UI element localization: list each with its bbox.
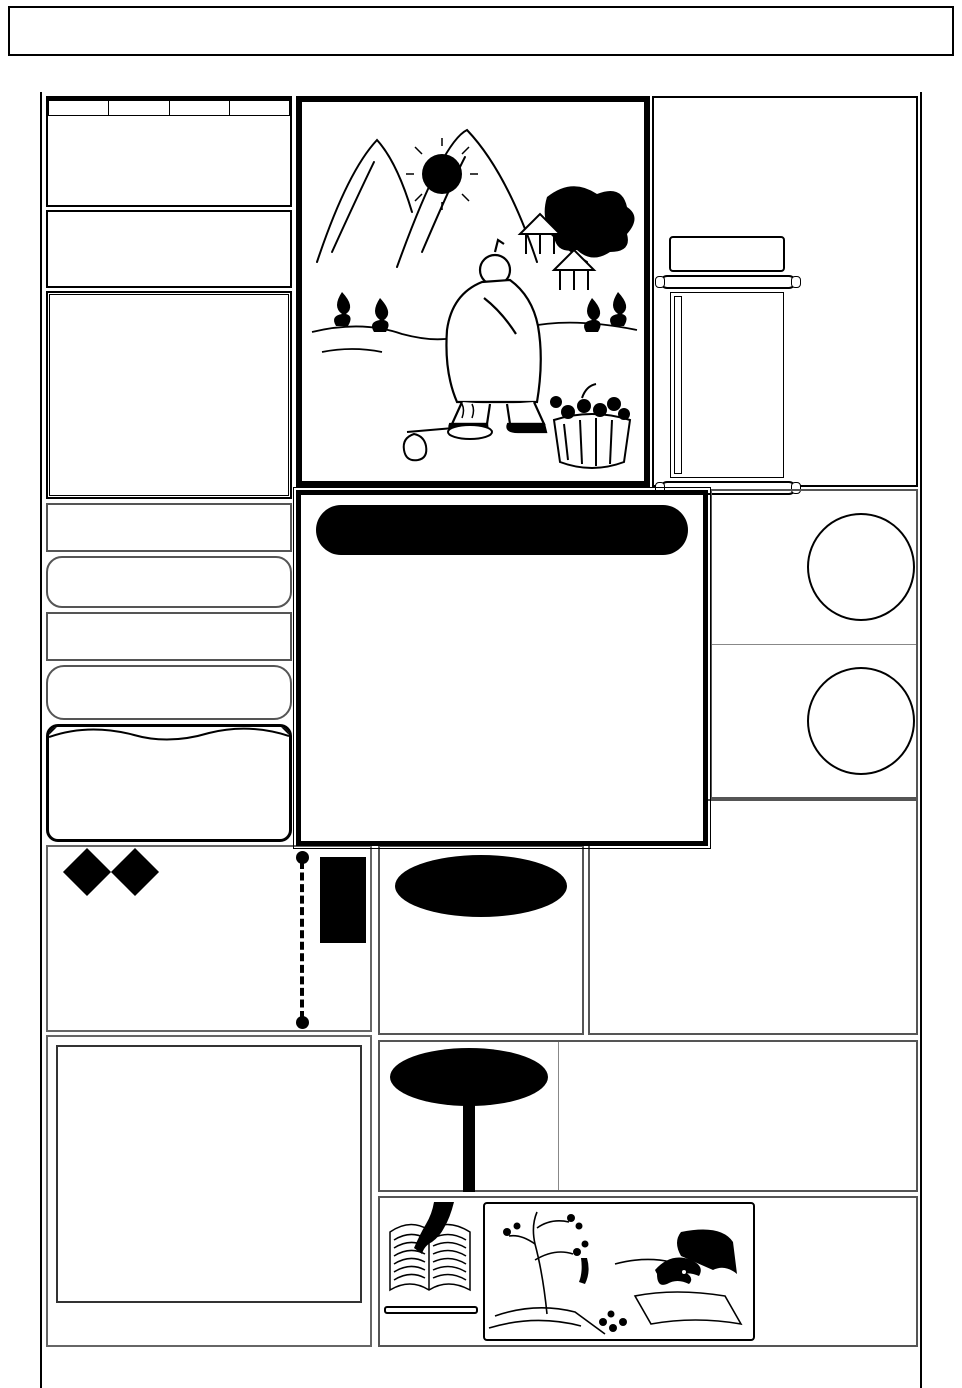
computer-analysis-title: [316, 505, 688, 555]
col-weak: [169, 101, 229, 116]
divider-bar: [463, 1100, 475, 1192]
lucky-special-row: [46, 503, 292, 552]
tip-badge: [320, 857, 366, 943]
circled-number: [807, 667, 915, 775]
lucky-zodiac-row: [46, 556, 292, 608]
solver-label: [384, 1306, 478, 1314]
table-header-row: [49, 101, 290, 116]
contribution-box: [46, 724, 292, 842]
special-open-title: [390, 1048, 548, 1106]
year-count-cell: [712, 491, 916, 645]
computer-paragraph: [301, 567, 703, 577]
marksix-right-strip: [920, 92, 962, 1388]
scroll-title-box: [669, 236, 785, 272]
book-cell: [384, 1202, 478, 1341]
mystery-title: [60, 855, 156, 889]
year-count-cell: [712, 645, 916, 798]
puzzle-grid: [56, 1045, 362, 1303]
picture-solver-box: [378, 1196, 918, 1347]
marksix-top-strip: [8, 58, 954, 92]
computer-analysis-box: [296, 490, 708, 846]
col-hot: [109, 101, 169, 116]
mystery-greeting-box: [46, 845, 372, 1032]
year-count-panel: [710, 489, 918, 799]
illustration-drawing: [302, 102, 644, 481]
col-gate: [49, 101, 109, 116]
cold-hot-box: [46, 210, 292, 288]
book-hand-drawing: [384, 1202, 476, 1304]
special-open-left: [380, 1042, 559, 1190]
code-scroll: [660, 236, 794, 498]
total-open-title: [395, 855, 567, 917]
marksix-left-strip: [0, 92, 42, 1388]
fortune-illustration: [296, 96, 650, 487]
hot-weak-table: [46, 96, 292, 207]
landscape-cell: [483, 1202, 755, 1341]
dashed-divider: [300, 861, 304, 1019]
hexagram-box: [652, 96, 918, 487]
scroll-body: [670, 292, 784, 478]
col-offer: [229, 101, 289, 116]
special-code-box: [46, 291, 292, 499]
total-open-box: [378, 845, 584, 1035]
circled-number: [807, 513, 915, 621]
solver-paragraph: [760, 1202, 912, 1341]
lucky-range-row: [46, 665, 292, 720]
diamond-badge: [111, 848, 159, 896]
special-open-right: [559, 1042, 916, 1190]
special-open-box: [378, 1040, 918, 1192]
wave-divider: [49, 727, 289, 741]
scroll-roller: [660, 275, 796, 289]
landscape-drawing: [485, 1204, 749, 1341]
lucky-color-row: [46, 612, 292, 661]
masthead-bar: [8, 6, 954, 56]
zodiac-puzzle-box: [46, 1035, 372, 1347]
diamond-badge: [63, 848, 111, 896]
